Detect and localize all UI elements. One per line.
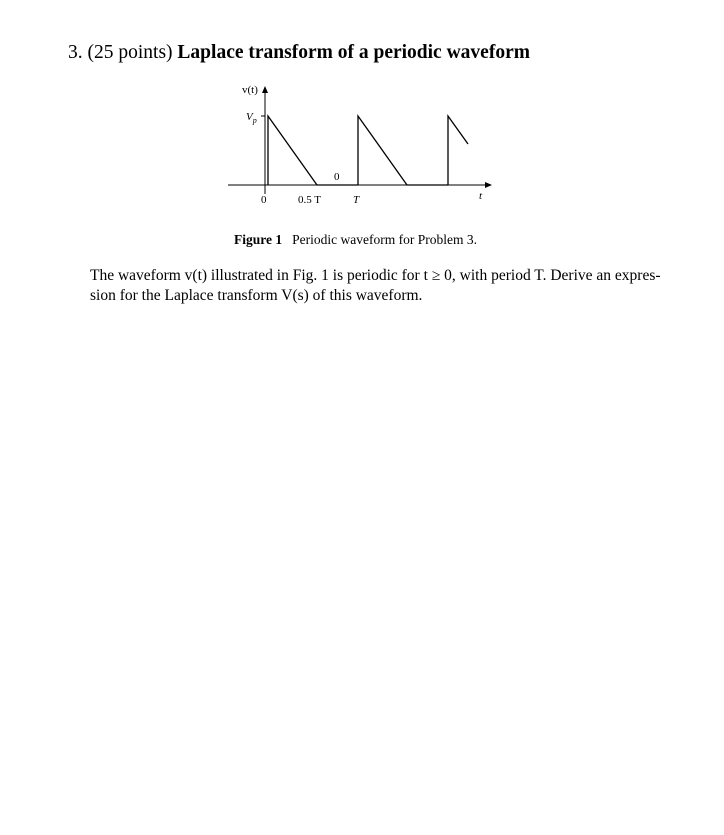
tick-label-half-period: 0.5 T [298,194,322,206]
waveform-figure [200,76,520,216]
peak-label [246,111,257,125]
statement-line-1: The waveform v(t) illustrated in Fig. 1 is periodic for t ≥ 0, with period T. Derive an expres- [90,267,661,284]
problem-number: 3. [68,42,83,63]
caption-number: Figure 1 [234,232,283,247]
caption-text: Periodic waveform for Problem 3. [292,232,477,247]
waveform-period-1-ramp [268,116,317,185]
x-axis-arrow [485,182,492,188]
tick-label-period: T [353,194,360,206]
zero-level-label: 0 [334,171,340,183]
y-axis-arrow [262,86,268,93]
problem-points: (25 points) [87,42,173,63]
peak-label-main: V [246,111,253,123]
y-axis-label: v(t) [242,84,258,96]
waveform-period-2-ramp [358,116,407,185]
tick-label-zero: 0 [261,194,267,206]
waveform-period-3-ramp [448,116,468,185]
problem-statement [90,266,670,306]
waveform-plot [200,76,520,216]
peak-label-subscript: p [252,116,257,125]
statement-line-2: sion for the Laplace transform V(s) of this waveform. [90,287,423,304]
problem-title: Laplace transform of a periodic waveform [177,42,530,63]
figure-caption [234,231,477,249]
problem-heading [68,41,530,65]
x-axis-label: t [479,190,483,202]
